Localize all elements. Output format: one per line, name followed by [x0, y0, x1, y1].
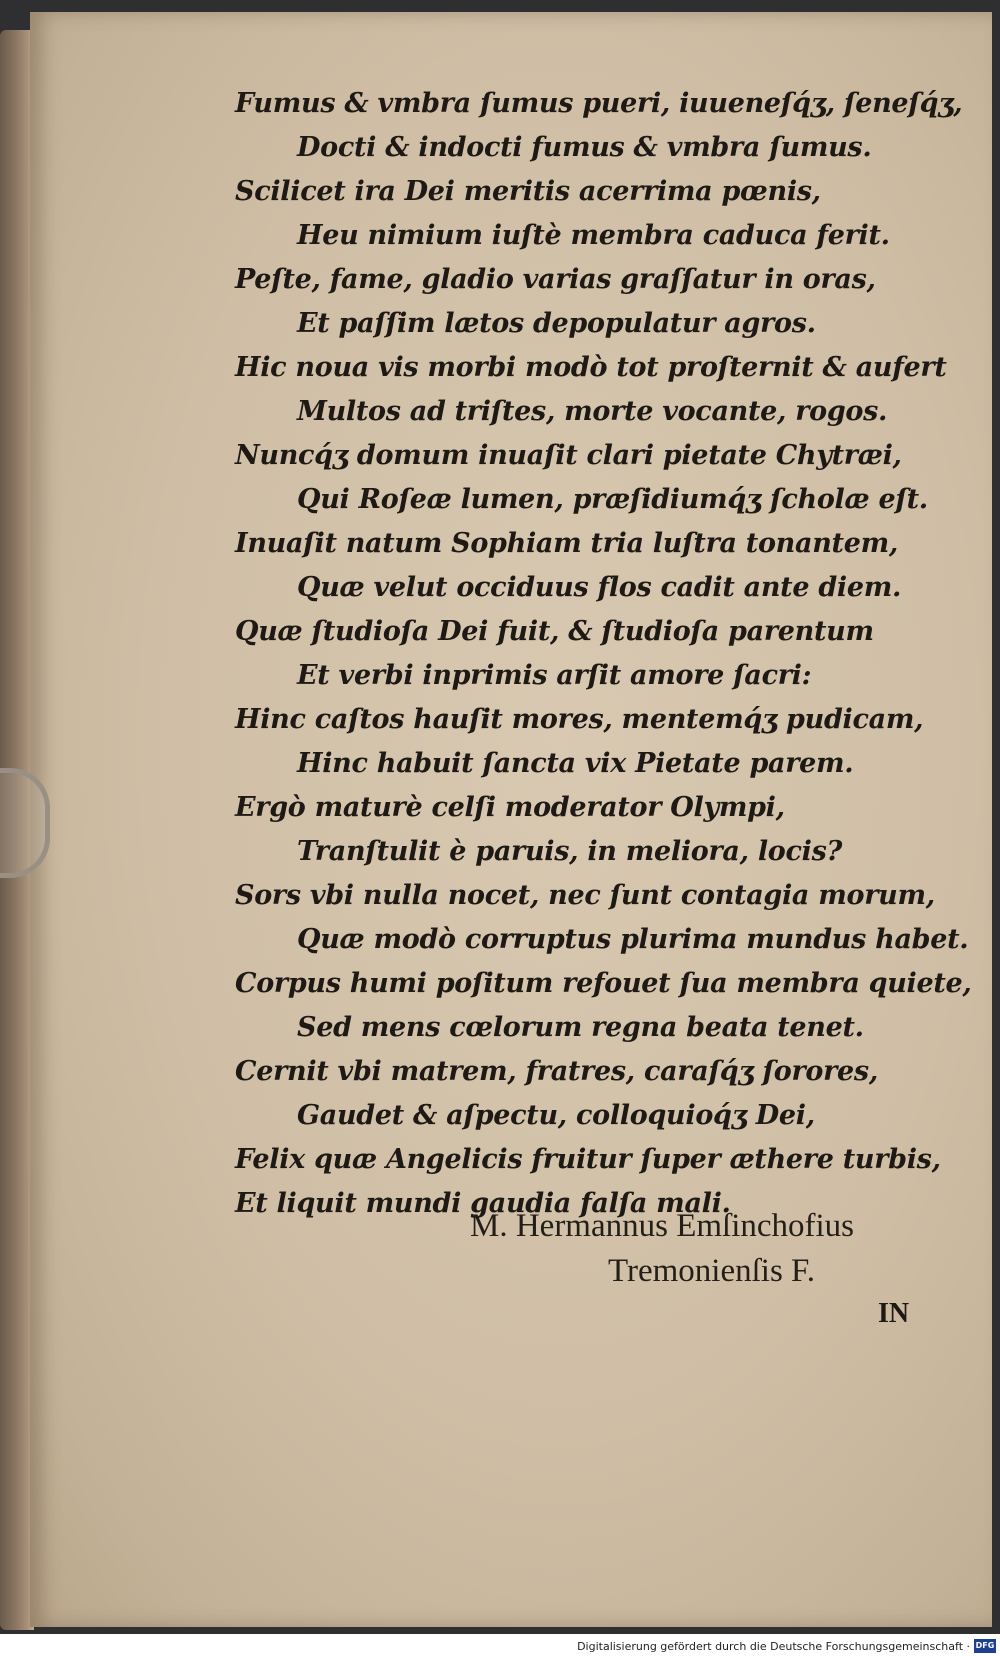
poem-line-23: Cernit vbi matrem, fratres, caraſq́ʒ ſorores, [235, 1056, 878, 1087]
poem-line-26: Et liquit mundi gaudia falſa mali. [235, 1188, 731, 1219]
poem-line-1: Fumus & vmbra ſumus pueri, iuueneſq́ʒ, ſeneſq́ʒ, [235, 88, 963, 119]
poem-line-17: Ergò maturè celſi moderator Olympi, [235, 792, 785, 823]
footer-bar [0, 1634, 1000, 1656]
poem-line-4: Heu nimium iuſtè membra caduca ferit. [297, 220, 890, 251]
author-name: M. Hermannus Emſinchofius [470, 1208, 855, 1244]
poem-line-3: Scilicet ira Dei meritis acerrima pœnis, [235, 176, 821, 207]
poem-line-21: Corpus humi poſitum refouet ſua membra quiete, [235, 968, 972, 999]
poem-line-10: Qui Roſeæ lumen, præſidiumq́ʒ ſcholæ eſt. [297, 484, 928, 515]
poem-line-14: Et verbi inprimis arſit amore ſacri: [297, 660, 812, 691]
poem-text [235, 82, 972, 1226]
poem-line-7: Hic noua vis morbi modò tot proſternit & aufert [235, 352, 947, 383]
poem-line-6: Et paſſim lætos depopulatur agros. [297, 308, 816, 339]
poem-line-8: Multos ad triſtes, morte vocante, rogos. [297, 396, 888, 427]
poem-line-18: Tranſtulit è paruis, in meliora, locis? [297, 836, 843, 867]
poem-line-13: Quæ ſtudioſa Dei fuit, & ſtudioſa parentum [235, 616, 874, 647]
poem-line-24: Gaudet & aſpectu, colloquioq́ʒ Dei, [297, 1100, 815, 1131]
poem-line-11: Inuaſit natum Sophiam tria luſtra tonantem, [235, 528, 898, 559]
author-origin: Tremonienſis F. [608, 1253, 816, 1289]
poem-line-16: Hinc habuit ſancta vix Pietate parem. [297, 748, 854, 779]
poem-line-19: Sors vbi nulla nocet, nec ſunt contagia morum, [235, 880, 935, 911]
poem-line-15: Hinc caſtos hauſit mores, mentemq́ʒ pudicam, [235, 704, 924, 735]
poem-line-9: Nuncq́ʒ domum inuaſit clari pietate Chytræi, [235, 440, 902, 471]
poem-line-22: Sed mens cœlorum regna beata tenet. [297, 1012, 864, 1043]
poem-line-2: Docti & indocti fumus & vmbra ſumus. [297, 132, 872, 163]
catchword: IN [878, 1298, 910, 1329]
funding-credit: Digitalisierung gefördert durch die Deutsche Forschungsgemeinschaft · [577, 1640, 970, 1653]
poem-line-25: Felix quæ Angelicis fruitur ſuper æthere turbis, [235, 1144, 941, 1175]
poem-line-12: Quæ velut occiduus flos cadit ante diem. [297, 572, 902, 603]
poem-line-20: Quæ modò corruptus plurima mundus habet. [297, 924, 969, 955]
poem-line-5: Peſte, fame, gladio varias graſſatur in oras, [235, 264, 876, 295]
dfg-logo-icon: DFG [974, 1639, 996, 1653]
